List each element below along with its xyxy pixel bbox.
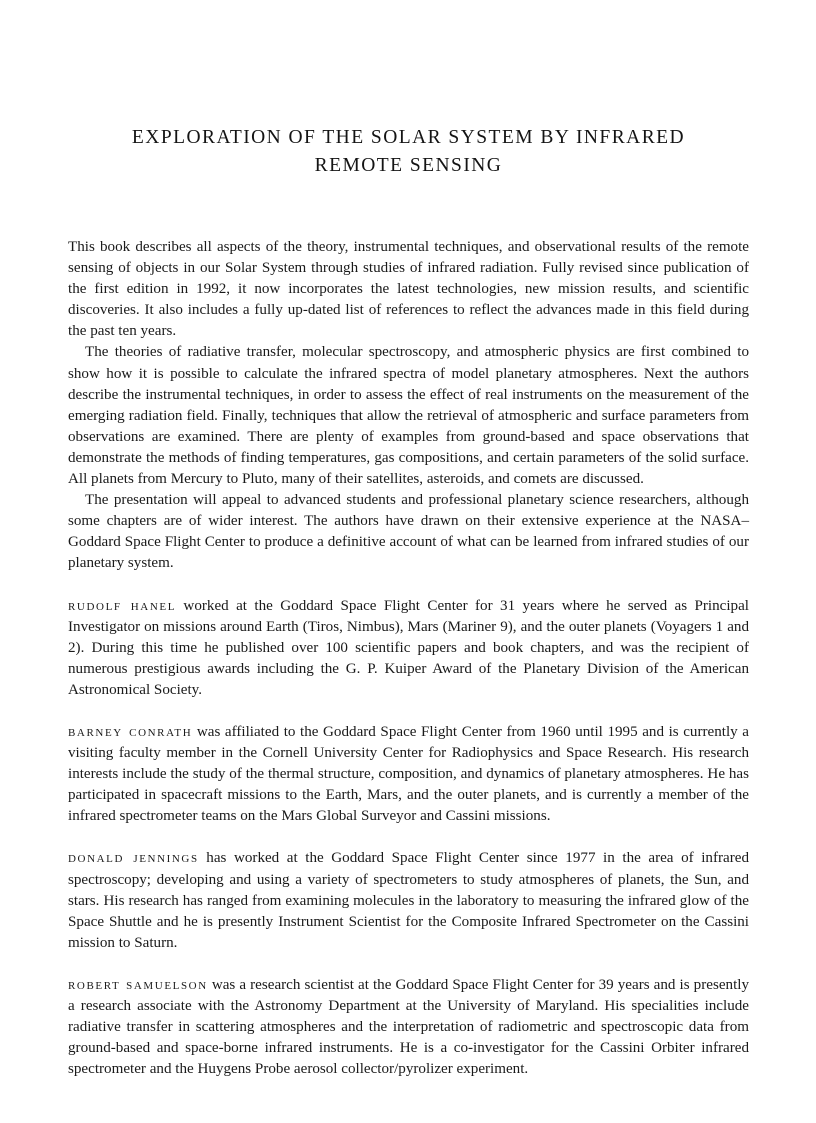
page-title-line-2: REMOTE SENSING: [314, 155, 503, 176]
author-name: rudolf hanel: [68, 596, 177, 614]
page-title: [68, 124, 749, 180]
blurb-paragraph-3: The presentation will appeal to advanced students and professional planetary science researchers, although some chapters are of wider interest. The authors have drawn on their extensive experience at the NASA–Goddard Space Flight Center to produce a definitive account of what can be learned from infrared studies of our planetary system.: [68, 492, 749, 572]
author-bio-text: was a research scientist at the Goddard Space Flight Center for 39 years and is presently a research associate with the Astronomy Department at the University of Maryland. His specialities include radiative transfer in scattering atmospheres and the interpretation of radiometric and spectroscopic data from ground-based and space-borne infrared instruments. He is a co-investigator for the Cassini Orbiter infrared spectrometer and the Huygens Probe aerosol collector/pyrolizer experiment.: [68, 976, 749, 1078]
blurb-paragraph-2: The theories of radiative transfer, molecular spectroscopy, and atmospheric physics are first combined to show how it is possible to calculate the infrared spectra of model planetary atmospheres. Next the authors describe the instrumental techniques, in order to assess the effect of real instruments on the measurement of the emerging radiation field. Finally, techniques that allow the retrieval of atmospheric and surface parameters from observations are examined. There are plenty of examples from ground-based and space observations that demonstrate the methods of finding temperatures, gas compositions, and certain parameters of the solid surface. All planets from Mercury to Pluto, many of their satellites, asteroids, and comets are discussed.: [68, 344, 749, 488]
blurb-section: [68, 237, 749, 575]
author-bio-text: worked at the Goddard Space Flight Center for 31 years where he served as Principal Investigator on missions around Earth (Tiros, Nimbus), Mars (Mariner 9), and the outer planets (Voyagers 1 and 2). During this time he published over 100 scientific papers and book chapters, and was the recipient of numerous prestigious awards including the G. P. Kuiper Award of the Planetary Division of the American Astronomical Society.: [68, 597, 749, 698]
author-bio: [68, 974, 749, 1080]
page-content: [68, 0, 749, 1080]
author-bios-section: [68, 595, 749, 1081]
author-name: barney conrath: [68, 722, 193, 740]
author-bio-text: has worked at the Goddard Space Flight Center since 1977 in the area of infrared spectroscopy; developing and using a variety of spectrometers to study atmospheres of planets, the Sun, and stars. His research has ranged from examining molecules in the laboratory to measuring the infrared glow of the Space Shuttle and he is presently Instrument Scientist for the Composite Infrared Spectrometer on the Cassini mission to Saturn.: [68, 850, 749, 951]
page-title-line-1: EXPLORATION OF THE SOLAR SYSTEM BY INFRARED: [131, 127, 686, 148]
author-bio: [68, 847, 749, 953]
blurb-paragraph-1: This book describes all aspects of the theory, instrumental techniques, and observational results of the remote sensing of objects in our Solar System through studies of infrared radiation. Fully revised since publication of the first edition in 1992, it now incorporates the latest technologies, new mission results, and scientific discoveries. It also includes a fully up-dated list of references to reflect the advances made in this field during the past ten years.: [68, 239, 749, 340]
author-bio: [68, 721, 749, 827]
author-name: robert samuelson: [68, 975, 208, 993]
author-bio-text: was affiliated to the Goddard Space Flight Center from 1960 until 1995 and is currently a visiting faculty member in the Cornell University Center for Radiophysics and Space Research. His research interests include the study of the thermal structure, composition, and dynamics of planetary atmospheres. He has participated in spacecraft missions to the Earth, Mars, and the outer planets, and is currently a member of the infrared spectrometer teams on the Mars Global Surveyor and Cassini missions.: [68, 723, 749, 825]
author-bio: [68, 595, 749, 701]
author-name: donald jennings: [68, 849, 199, 867]
